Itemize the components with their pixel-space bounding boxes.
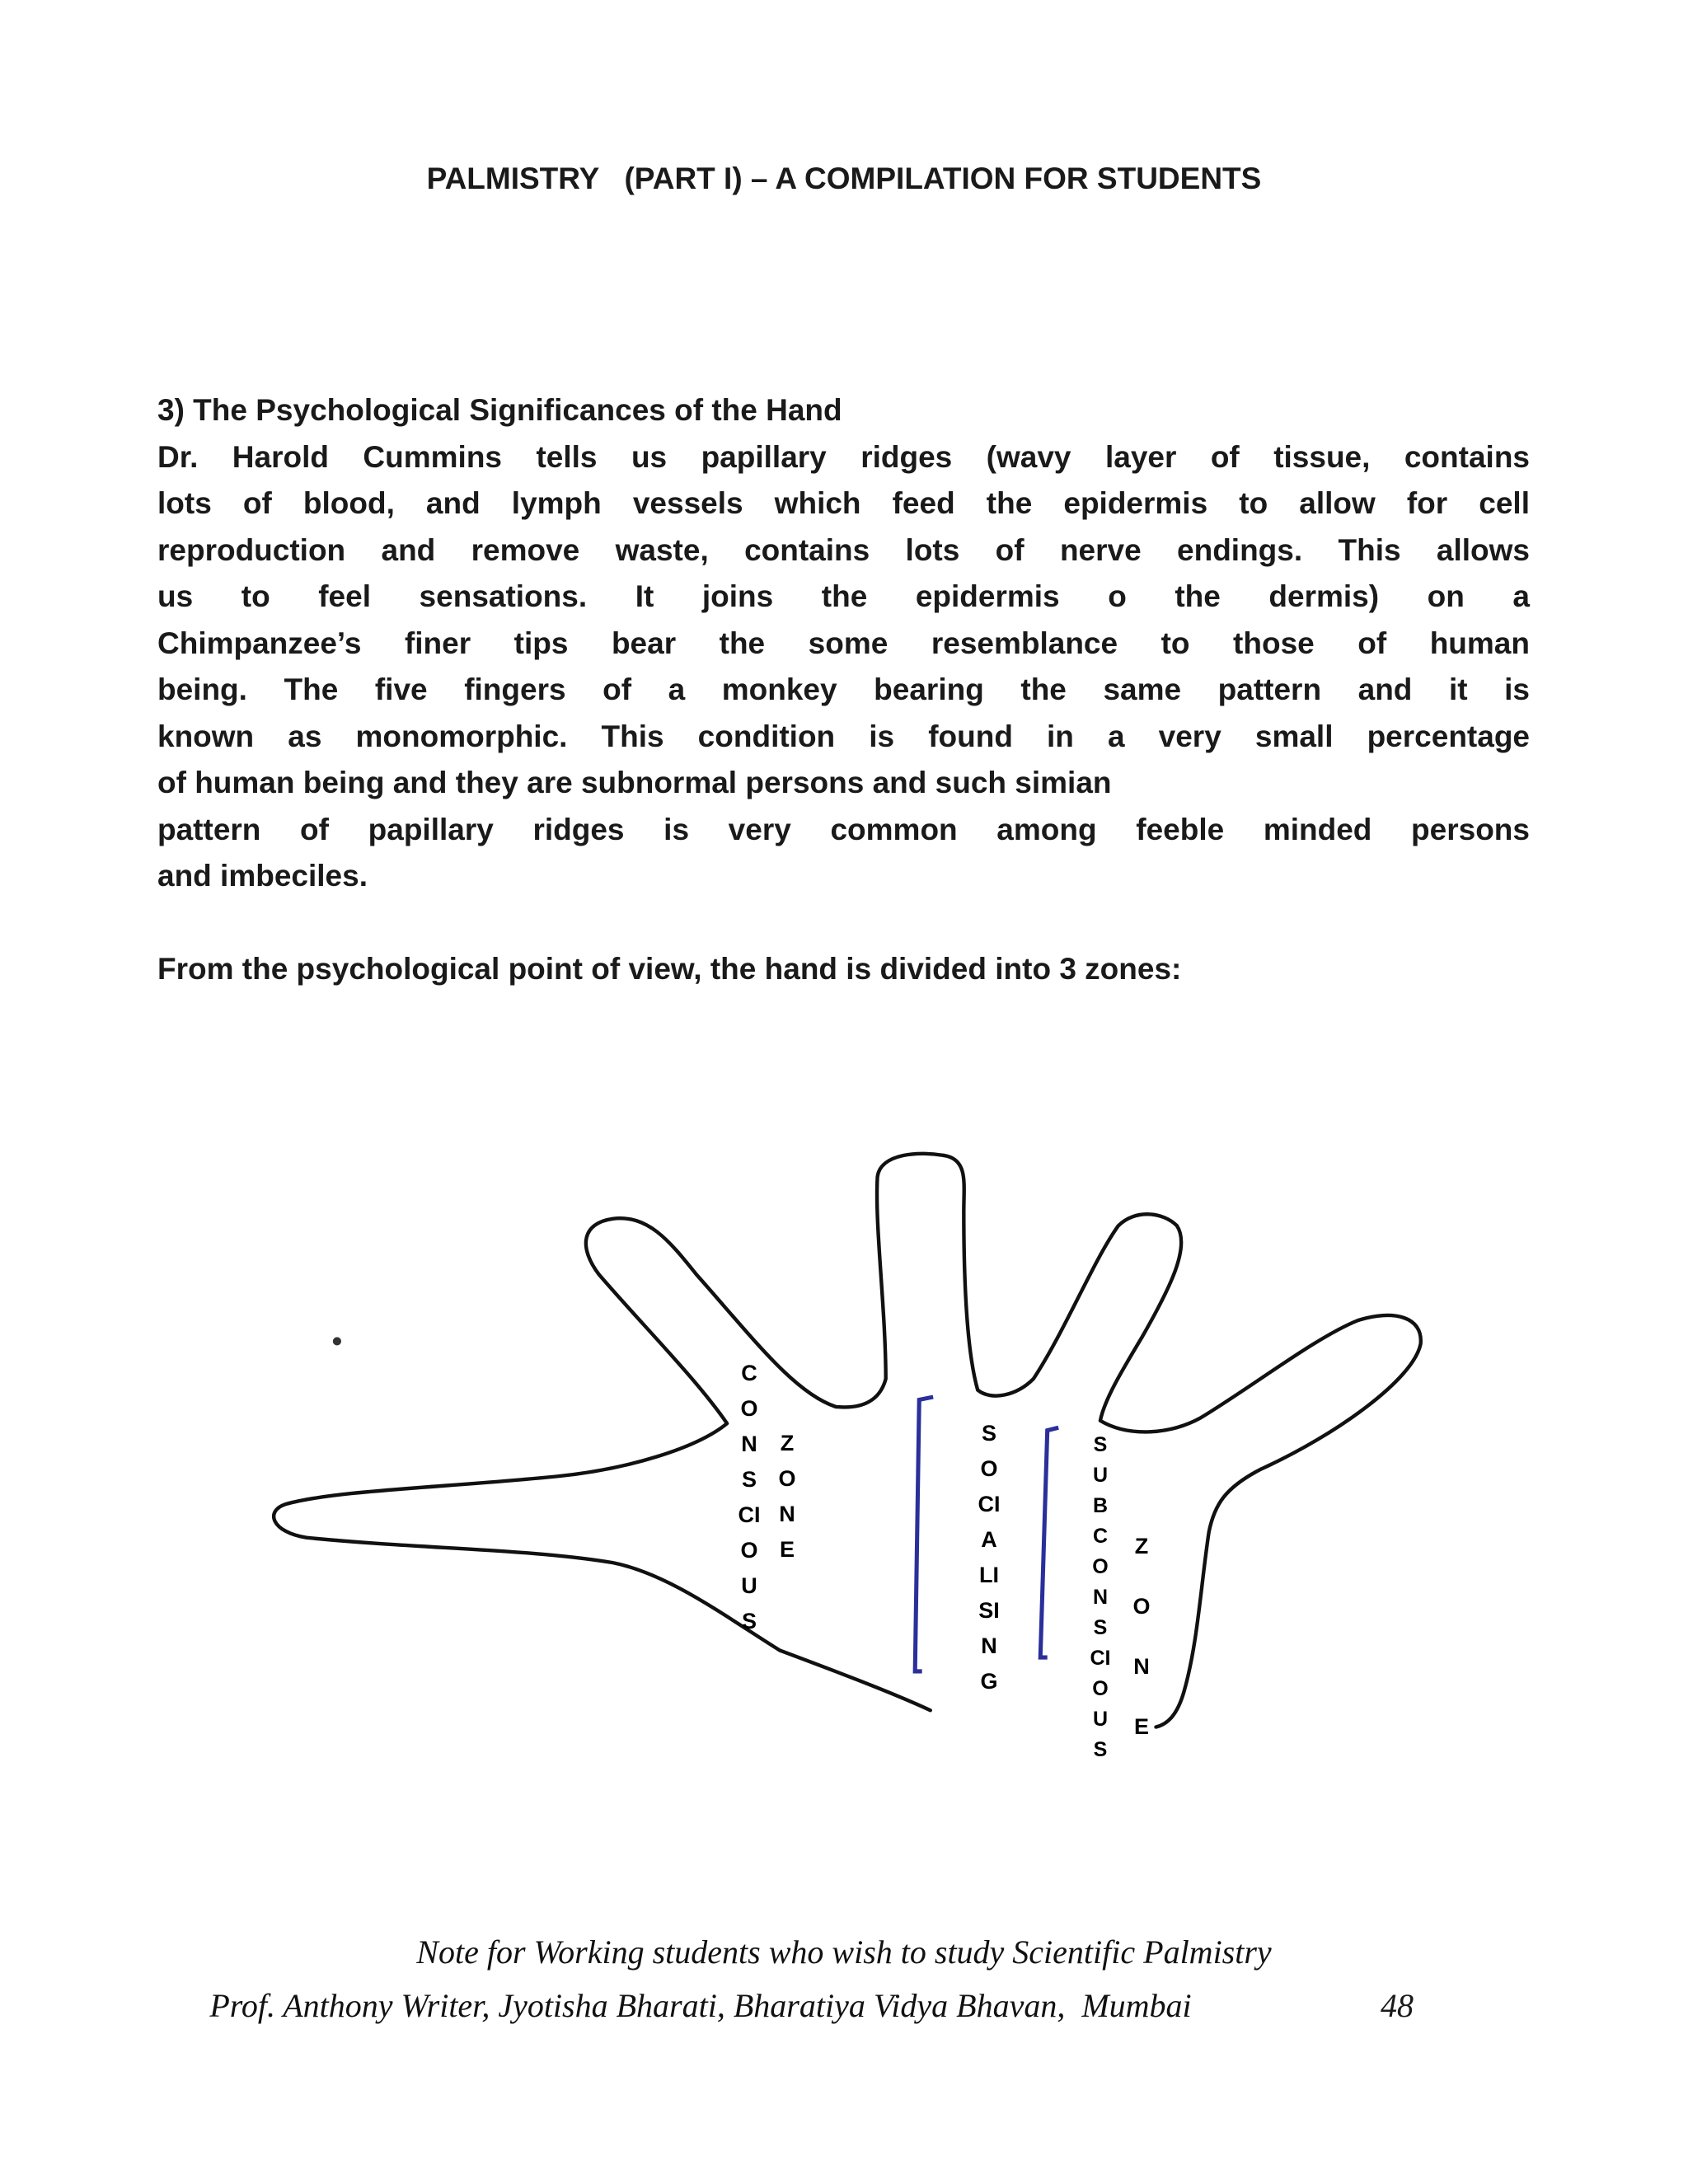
ink-blot — [333, 1337, 341, 1345]
page-number: 48 — [1381, 1987, 1414, 2024]
page-title: PALMISTRY (PART I) – A COMPILATION FOR STUDENTS — [426, 162, 1262, 195]
section-heading: 3) The Psychological Significances of the Hand — [157, 393, 842, 427]
paragraph-line: of human being and they are subnormal persons and such simian — [157, 766, 1112, 799]
paragraph-line: Chimpanzee’s finer tips bear the some resemblance to those of human — [157, 626, 1530, 660]
footer-author: Prof. Anthony Writer, Jyotisha Bharati, Bharatiya Vidya Bhavan, Mumbai — [209, 1987, 1192, 2024]
label-conscious: CONSCIOUS — [738, 1361, 761, 1633]
label-subconscious-zone: ZONE — [1132, 1534, 1151, 1739]
label-socialising: SOCIALISING — [978, 1421, 1001, 1694]
zones-intro: From the psychological point of view, the hand is divided into 3 zones: — [157, 951, 1182, 986]
paragraph-line: us to feel sensations. It joins the epidermis o the dermis) on a — [157, 579, 1530, 613]
paragraph-line: being. The five fingers of a monkey bearing the same pattern and it is — [157, 673, 1530, 706]
footer-note: Note for Working students who wish to study Scientific Palmistry — [416, 1933, 1272, 1971]
paragraph-line: reproduction and remove waste, contains lots of nerve endings. This allows — [157, 532, 1530, 567]
socialising-zone-marker — [915, 1397, 933, 1671]
paragraph-line: Dr. Harold Cummins tells us papillary ridges (wavy layer of tissue, contains — [157, 439, 1530, 474]
paragraph-line: known as monomorphic. This condition is found in a very small percentage — [157, 719, 1530, 753]
hand-outline — [274, 1154, 1421, 1727]
label-conscious-zone: ZONE — [778, 1431, 796, 1562]
paragraph-line: and imbeciles. — [157, 859, 368, 893]
subconscious-zone-marker — [1040, 1427, 1058, 1657]
paragraph-line: pattern of papillary ridges is very common among feeble minded persons — [157, 812, 1530, 846]
paragraph-line: lots of blood, and lymph vessels which feed the epidermis to allow for cell — [157, 486, 1530, 520]
label-subconscious: SUBCONSCIOUS — [1090, 1433, 1111, 1761]
